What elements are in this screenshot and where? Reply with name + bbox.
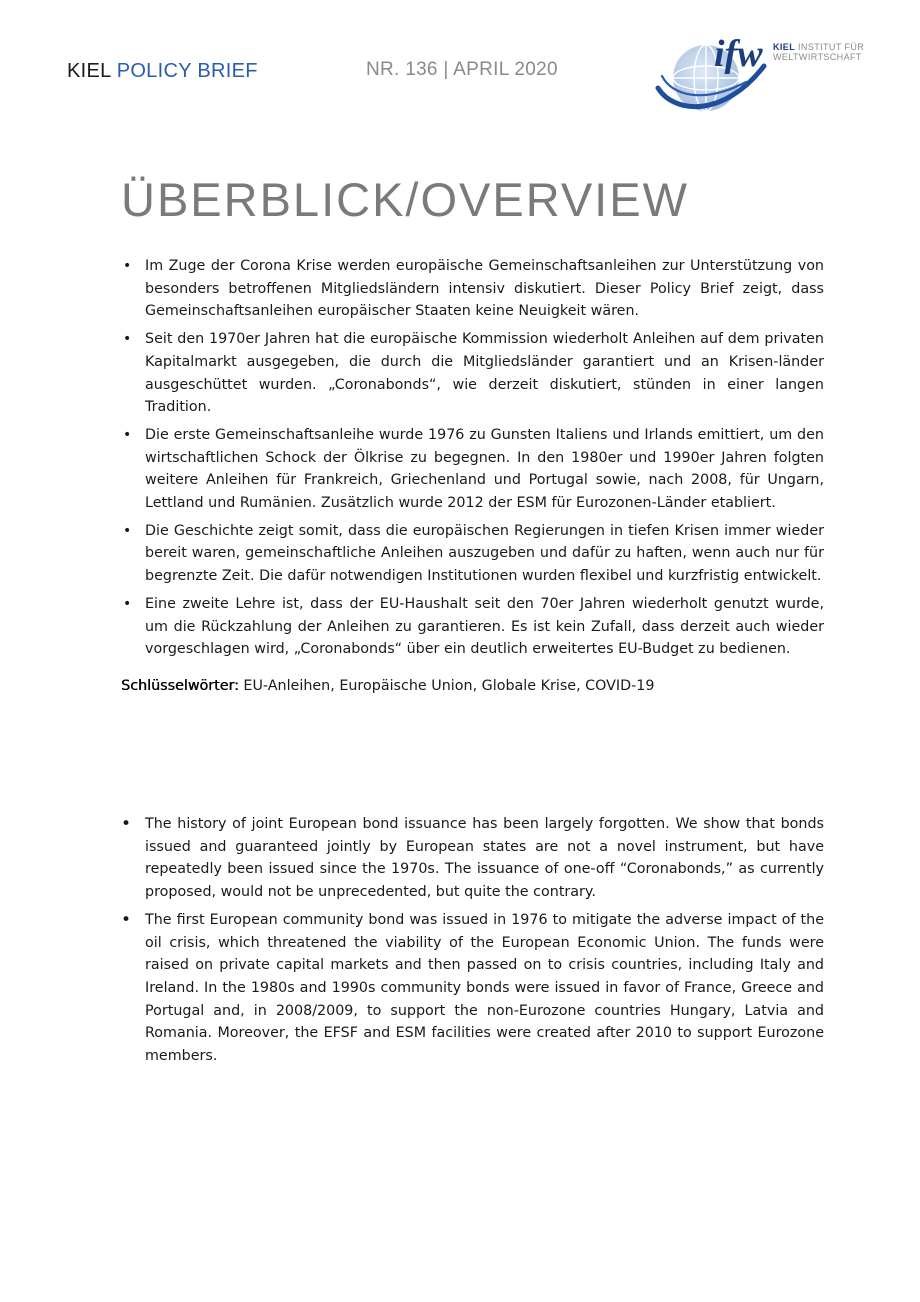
ifw-logo — [654, 26, 884, 116]
keywords-list: EU-Anleihen, Europäische Union, Globale Krise, COVID-19 — [243, 677, 655, 694]
bullet-text: Die Geschichte zeigt somit, dass die europäischen Regierungen in tiefen Krisen immer wieder bereit waren, gemeinschaftliche Anleihen auszugeben und dafür zu haften, wenn auch nur für begrenzte Zeit. Die dafür notwendigen Institutionen wurden flexibel und kurzfristig entwickelt. — [145, 522, 824, 585]
page-title: ÜBERBLICK/OVERVIEW — [121, 173, 689, 226]
bullet-text: Im Zuge der Corona Krise werden europäische Gemeinschaftsanleihen zur Unterstützung von besonders betroffenen Mitgliedsländern intensiv diskutiert. Dieser Policy Brief zeigt, dass Gemeinschaftsanleihen europäischer Staaten keine Neuigkeit wären. — [145, 258, 824, 320]
keywords-label: Schlüsselwörter: — [121, 677, 239, 694]
list-item — [121, 593, 824, 661]
list-item — [121, 520, 824, 588]
bullet-text: Seit den 1970er Jahren hat die europäische Kommission wiederholt Anleihen auf dem privaten Kapitalmarkt ausgegeben, die durch die Mitgliedsländer garantiert und an Krisen-länder ausgeschüttet wurden. „Coronabonds“, wie derzeit diskutiert, stünden in einer langen Tradition. — [145, 331, 824, 416]
bullet-text: Eine zweite Lehre ist, dass der EU-Haushalt seit den 70er Jahren wiederholt genutzt wurde, um die Rückzahlung der Anleihen zu garantieren. Es ist kein Zufall, dass derzeit auch wieder vorgeschlagen wird, „Coronabonds“ über ein deutlich erweitertes EU-Budget zu bedienen. — [145, 595, 824, 658]
list-item — [121, 328, 824, 419]
keywords — [121, 675, 824, 697]
logo-line2: WELTWIRTSCHAFT — [773, 52, 862, 62]
list-item — [121, 813, 824, 904]
logo-mark: ifw — [714, 33, 763, 75]
bullet-icon: • — [123, 331, 132, 348]
bullet-text: The first European community bond was issued in 1976 to mitigate the adverse impact of the oil crisis, which threatened the viability of the European Economic Union. The funds were raised on private capital markets and then passed on to crisis countries, including Italy and Ireland. In the 1980s and 1990s community bonds were issued in favor of France, Greece and Portugal and, in 2008/2009, to support the non-Eurozone countries Hungary, Latvia and Romania. Moreover, the EFSF and ESM facilities were created after 2010 to support Eurozone members. — [145, 911, 824, 1065]
bullet-icon: • — [121, 814, 132, 834]
bullet-text: The history of joint European bond issuance has been largely forgotten. We show that bonds issued and guaranteed jointly by European states are not a novel instrument, but have repeatedly been issued since the 1970s. The issuance of one-off “Coronabonds,” as currently proposed, would not be unprecedented, but quite the contrary. — [145, 816, 824, 901]
bullet-icon: • — [121, 909, 132, 930]
logo-institute-name — [773, 42, 864, 62]
page-header — [0, 0, 920, 130]
german-summary — [121, 255, 824, 697]
bullet-icon: • — [123, 522, 132, 539]
bullet-icon: • — [123, 258, 132, 274]
series-title — [67, 60, 258, 83]
series-name: POLICY BRIEF — [116, 60, 258, 82]
issue-number: NR. 136 | APRIL 2020 — [366, 59, 558, 80]
english-bullet-list — [121, 813, 824, 1068]
bullet-text: Die erste Gemeinschaftsanleihe wurde 1976 zu Gunsten Italiens und Irlands emittiert, um den wirtschaftlichen Schock der Ölkrise zu begegnen. In den 1980er und 1990er Jahren folgten weitere Anleihen für Frankreich, Griechenland und Portugal sowie, nach 2008, für Ungarn, Lettland und Rumänien. Zusätzlich wurde 2012 der ESM für Eurozonen-Länder etabliert. — [145, 426, 824, 512]
logo-line1-bold: KIEL — [773, 42, 796, 52]
list-item — [121, 424, 824, 515]
bullet-icon: • — [123, 426, 132, 443]
logo-line1-rest: INSTITUT FÜR — [798, 42, 865, 52]
german-bullet-list — [121, 255, 824, 661]
english-summary — [121, 813, 824, 1073]
list-item — [121, 909, 824, 1068]
series-prefix: KIEL — [67, 60, 111, 82]
bullet-icon: • — [123, 595, 132, 612]
list-item — [121, 255, 824, 323]
